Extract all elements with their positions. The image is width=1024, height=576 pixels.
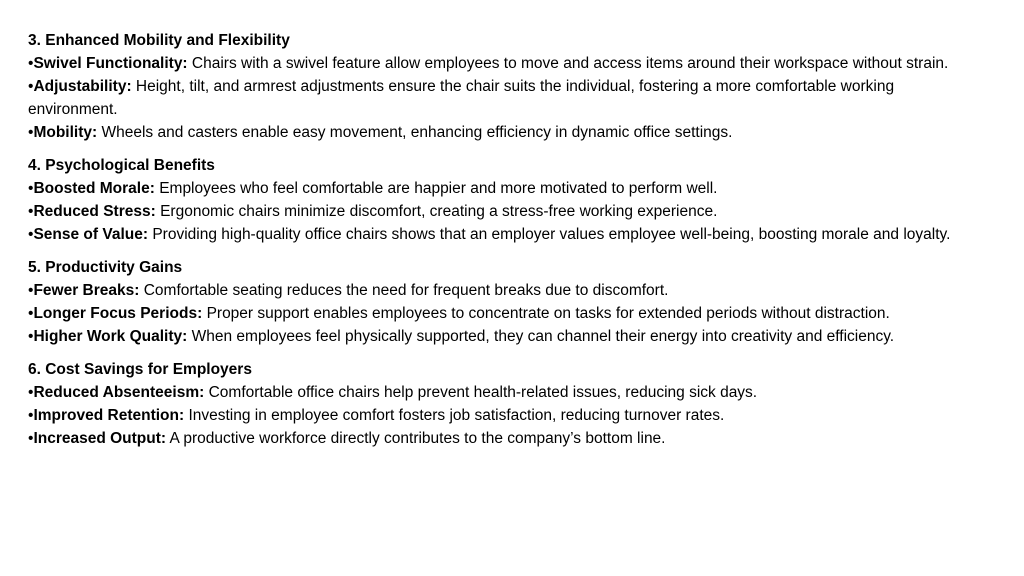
- bullet-item: •Improved Retention: Investing in employee comfort fosters job satisfaction, reducing turnover rates.: [28, 407, 725, 424]
- bullet-text: Height, tilt, and armrest adjustments ensure the chair suits the individual, fostering a more comfortable working environment.: [28, 78, 895, 118]
- section-title: 5. Productivity Gains: [28, 259, 183, 276]
- bullet-text: Providing high-quality office chairs shows that an employer values employee well-being, boosting morale and loyalty.: [152, 226, 951, 243]
- bullet-term: Reduced Absenteeism:: [33, 384, 205, 401]
- bullet-term: Sense of Value:: [33, 226, 149, 243]
- bullet-text: Comfortable seating reduces the need for frequent breaks due to discomfort.: [143, 282, 669, 299]
- bullet-item: •Swivel Functionality: Chairs with a swivel feature allow employees to move and access items around their workspace without strain.: [28, 55, 949, 72]
- bullet-text: Ergonomic chairs minimize discomfort, creating a stress-free working experience.: [160, 203, 718, 220]
- section-psychological: [28, 154, 984, 246]
- bullet-term: Boosted Morale:: [33, 180, 155, 197]
- bullet-item: •Boosted Morale: Employees who feel comfortable are happier and more motivated to perform well.: [28, 180, 718, 197]
- bullet-item: •Longer Focus Periods: Proper support enables employees to concentrate on tasks for extended periods without distraction.: [28, 305, 890, 322]
- bullet-text: Employees who feel comfortable are happier and more motivated to perform well.: [159, 180, 718, 197]
- bullet-item: •Sense of Value: Providing high-quality office chairs shows that an employer values employee well-being, boosting morale and loyalty.: [28, 226, 951, 243]
- section-title: 3. Enhanced Mobility and Flexibility: [28, 32, 290, 49]
- bullet-item: •Mobility: Wheels and casters enable easy movement, enhancing efficiency in dynamic office settings.: [28, 124, 733, 141]
- bullet-term: Reduced Stress:: [33, 203, 156, 220]
- bullet-text: Investing in employee comfort fosters job satisfaction, reducing turnover rates.: [188, 407, 725, 424]
- bullet-text: When employees feel physically supported, they can channel their energy into creativity and efficiency.: [191, 328, 895, 345]
- bullet-term: Increased Output:: [33, 430, 167, 447]
- section-title: 4. Psychological Benefits: [28, 157, 215, 174]
- bullet-item: •Reduced Absenteeism: Comfortable office chairs help prevent health-related issues, reducing sick days.: [28, 384, 758, 401]
- bullet-text: Wheels and casters enable easy movement, enhancing efficiency in dynamic office settings.: [101, 124, 733, 141]
- bullet-term: Fewer Breaks:: [33, 282, 140, 299]
- bullet-term: Higher Work Quality:: [33, 328, 188, 345]
- bullet-term: Longer Focus Periods:: [33, 305, 203, 322]
- section-title: 6. Cost Savings for Employers: [28, 361, 252, 378]
- bullet-term: Swivel Functionality:: [33, 55, 188, 72]
- bullet-text: A productive workforce directly contributes to the company’s bottom line.: [169, 430, 666, 447]
- bullet-item: •Reduced Stress: Ergonomic chairs minimize discomfort, creating a stress-free working experience.: [28, 203, 718, 220]
- bullet-term: Adjustability:: [33, 78, 132, 95]
- bullet-text: Chairs with a swivel feature allow employees to move and access items around their workspace without strain.: [191, 55, 949, 72]
- bullet-item: •Higher Work Quality: When employees feel physically supported, they can channel their energy into creativity and efficiency.: [28, 328, 895, 345]
- bullet-item: •Adjustability: Height, tilt, and armrest adjustments ensure the chair suits the individual, fostering a more comfortable working environment.: [28, 78, 895, 118]
- section-productivity: [28, 256, 984, 348]
- bullet-text: Comfortable office chairs help prevent health-related issues, reducing sick days.: [208, 384, 758, 401]
- bullet-text: Proper support enables employees to concentrate on tasks for extended periods without distraction.: [206, 305, 890, 322]
- bullet-term: Improved Retention:: [33, 407, 185, 424]
- bullet-item: •Increased Output: A productive workforce directly contributes to the company’s bottom line.: [28, 430, 666, 447]
- bullet-item: •Fewer Breaks: Comfortable seating reduces the need for frequent breaks due to discomfort.: [28, 282, 669, 299]
- section-cost-savings: [28, 358, 984, 450]
- bullet-term: Mobility:: [33, 124, 98, 141]
- section-mobility: [28, 29, 984, 144]
